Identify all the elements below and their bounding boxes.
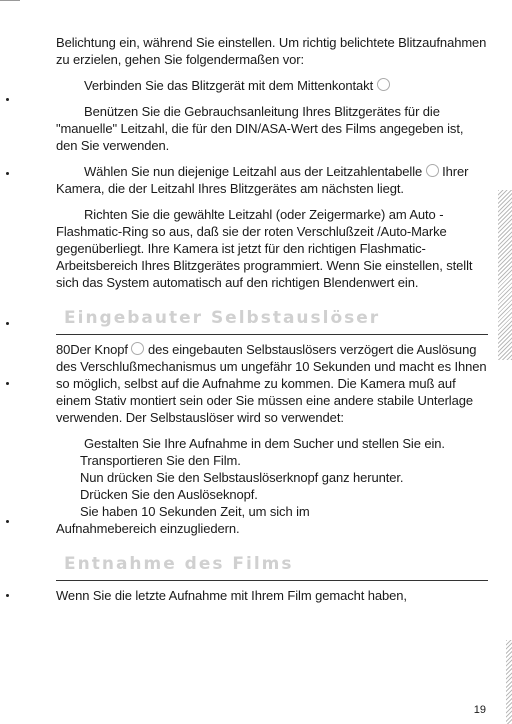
- paragraph-intro: Belichtung ein, während Sie einstellen. Um richtig belichtete Blitzaufnahmen zu erzielen, gehen Sie folgendermaßen vor:: [56, 35, 487, 67]
- margin-bullet: [6, 594, 9, 597]
- list-item: Drücken Sie den Auslöseknopf.: [80, 487, 258, 502]
- list-item: Sie haben 10 Sekunden Zeit, um sich im: [80, 504, 310, 519]
- text-column: [56, 34, 488, 604]
- paragraph-step-2: Benützen Sie die Gebrauchsanleitung Ihres Blitzgerätes für die "manuelle" Leitzahl, die für den DIN/ASA-Wert des Films angegeben ist, den Sie verwenden.: [56, 104, 464, 153]
- margin-bullet: [6, 98, 9, 101]
- list-item: Nun drücken Sie den Selbstauslöserknopf ganz herunter.: [80, 470, 404, 485]
- paragraph-step-1: Verbinden Sie das Blitzgerät mit dem Mittenkontakt: [56, 77, 488, 94]
- page-number: 19: [473, 704, 486, 716]
- list-item: Transportieren Sie den Film.: [80, 453, 241, 468]
- margin-bullet: [6, 382, 9, 385]
- section-divider: [56, 580, 488, 581]
- paragraph-self-timer: 80Der Knopf des eingebauten Selbstauslösers verzögert die Auslösung des Verschlußmechanismus um ungefähr 10 Sekunden und macht es Ihnen so möglich, selbst auf die Aufnahme zu kommen. Die Kamera muß auf einem Stativ montiert sein oder Sie müssen eine andere stabile Unterlage verwenden. Der Selbstauslöser wird so verwendet:: [56, 342, 487, 425]
- paragraph-film-removal: Wenn Sie die letzte Aufnahme mit Ihrem Film gemacht haben,: [56, 588, 407, 603]
- figure-reference-icon: [426, 164, 439, 177]
- figure-reference-icon: [377, 78, 390, 91]
- paragraph-step-4: Richten Sie die gewählte Leitzahl (oder Zeigermarke) am Auto -Flashmatic-Ring so aus, daß sie der roten Verschlußzeit /Auto-Marke gegenüberliegt. Ihre Kamera ist jetzt für den richtigen Flashmatic-Arbeitsbereich Ihres Blitzgerätes programmiert. Wenn Sie einstellen, stellt sich das System automatisch auf den richtigen Blendenwert ein.: [56, 207, 473, 290]
- scan-edge-noise: [498, 190, 512, 360]
- top-corner-mark: [0, 0, 20, 1]
- figure-reference-icon: [131, 342, 144, 355]
- margin-bullet: [6, 520, 9, 523]
- section-heading-film-removal: Entnahme des Films: [64, 554, 294, 574]
- section-divider: [56, 334, 488, 335]
- paragraph-compose: Gestalten Sie Ihre Aufnahme in dem Sucher und stellen Sie ein.: [84, 436, 445, 451]
- paragraph-step-3: Wählen Sie nun diejenige Leitzahl aus der Leitzahlentabelle Ihrer Kamera, die der Leitzahl Ihres Blitzgerätes am nächsten liegt.: [56, 164, 469, 196]
- section-heading-self-timer: Eingebauter Selbstauslöser: [64, 308, 381, 328]
- margin-bullet: [6, 172, 9, 175]
- list-item-continuation: Aufnahmebereich einzugliedern.: [56, 521, 240, 536]
- margin-bullet: [6, 322, 9, 325]
- scan-edge-noise: [506, 640, 512, 724]
